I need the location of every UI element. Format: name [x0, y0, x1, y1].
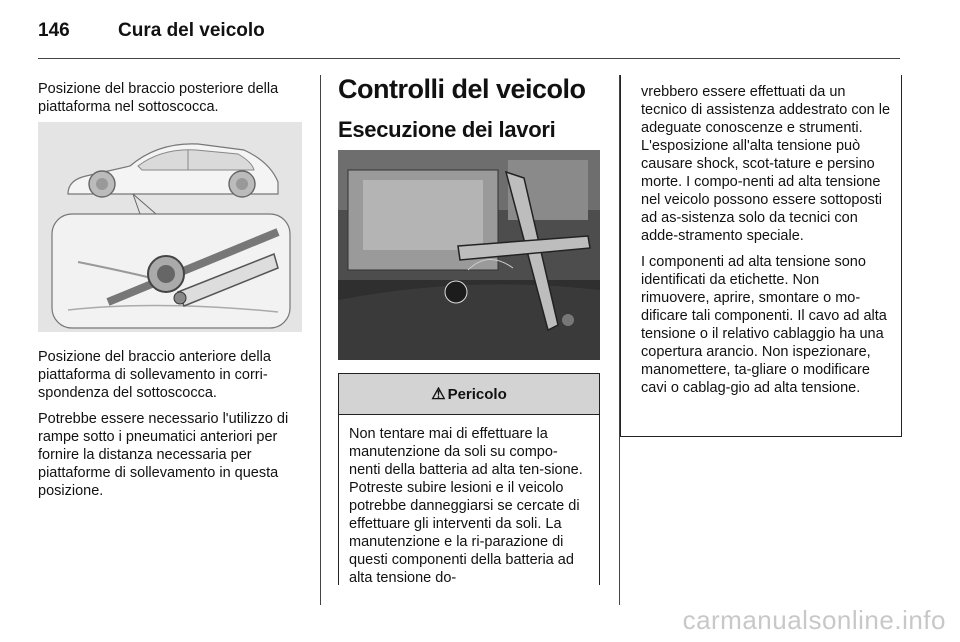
watermark: carmanualsonline.info: [682, 605, 946, 635]
danger-warning-box: [338, 373, 600, 585]
warning-continuation-box: [620, 75, 902, 437]
left-paragraph: Potrebbe essere necessario l'utilizzo di rampe sotto i pneumatici anteriori per fornire la distanza necessaria per piattaforme di sollevamento in questa posizione.: [38, 411, 289, 499]
section-heading: Controlli del veicolo: [338, 74, 586, 104]
page-title: Cura del veicolo: [118, 20, 265, 41]
header-rule: [38, 58, 900, 59]
page-number: 146: [38, 20, 70, 41]
warning-continuation-text-1: vrebbero essere effettuati da un tecnico di assistenza addestrato con le adeguate conoscenze e strumenti. L'esposizione all'alta tensione può causare shock, scot-tature e persino morte. I compo-nenti ad alta tensione nel veicolo possono essere sottoposti ad as-sistenza solo da tecnici con adde-stramento speciale.: [641, 84, 891, 244]
left-body: [38, 348, 310, 508]
left-caption-top: Posizione del braccio posteriore della piattaforma nel sottoscocca.: [38, 81, 279, 115]
warning-triangle-icon: ⚠: [431, 386, 446, 403]
left-caption-bottom: Posizione del braccio anteriore della piattaforma di sollevamento in corri-spondenza del sottoscocca.: [38, 349, 271, 401]
engine-bay-photo: [338, 150, 600, 360]
engine-bay-illustration: [338, 150, 600, 360]
section-subheading: Esecuzione dei lavori: [338, 117, 556, 142]
warning-text: Non tentare mai di effettuare la manutenzione da soli su compo-nenti della batteria ad alta ten-sione. Potreste subire lesioni e il veicolo potrebbe danneggiarsi se cercate di effettuare gli interventi da soli. La manutenzione e la ri-parazione di questi componenti della batteria ad alta tensione do-: [349, 426, 583, 585]
warning-continuation-text-2: I componenti ad alta tensione sono identificati da etichette. Non rimuovere, aprire, smontare o mo-dificare tali componenti. Il cavo ad alta tensione o il relativo cablaggio ha una copertura arancio. Non ispezionare, manomettere, ta-gliare o modificare cavi o cablag-gio ad alta tensione.: [641, 254, 887, 396]
warning-title: Pericolo: [447, 385, 507, 403]
lift-point-illustration: [38, 122, 302, 332]
warning-header: [339, 374, 599, 415]
column-divider-left: [320, 75, 321, 605]
car-lift-diagram: [38, 122, 302, 332]
